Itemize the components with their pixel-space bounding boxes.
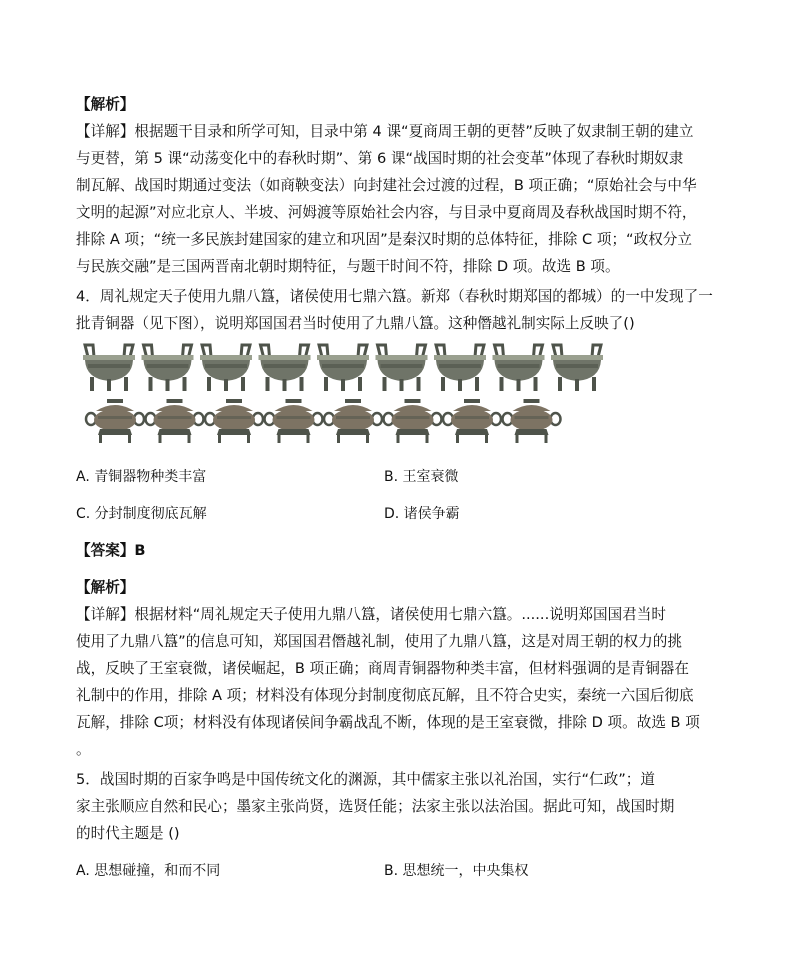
ding-tripod-icon [376,345,428,391]
gui-vessel-icon [384,399,442,443]
detail-line: 瓦解，排除 C项；材料没有体现诸侯间争霸战乱不断，体现的是王室衰微，排除 D 项。故选 B 项 [76,714,700,731]
ding-tripod-icon [200,345,252,391]
ding-tripod-icon [493,345,545,391]
gui-vessel-icon [324,399,382,443]
analysis-label-2: 【解析】 [76,579,135,596]
gui-vessel-icon [443,399,501,443]
option-a: A. 思想碰撞，和而不同 [76,863,221,879]
bronze-vessels-figure [78,343,603,445]
option-b: B. 思想统一，中央集权 [384,863,529,879]
gui-vessel-icon [265,399,323,443]
detail-line: 战，反映了王室衰微，诸侯崛起，B 项正确；商周青铜器物种类丰富，但材料强调的是青铜器在 [76,660,689,677]
detail-line: 。 [76,741,91,758]
detail-line: 【详解】根据题干目录和所学可知，目录中第 4 课“夏商周王朝的更替”反映了奴隶制王朝的建立 [76,123,694,140]
detail-line: 排除 A 项；“统一多民族封建国家的建立和巩固”是秦汉时期的总体特征，排除 C 项；“政权分立 [76,231,692,248]
detail-line: 与民族交融”是三国两晋南北朝时期特征，与题干时间不符，排除 D 项。故选 B 项。 [76,258,620,275]
detail-line: 礼制中的作用，排除 A 项；材料没有体现分封制度彻底瓦解，且不符合史实，秦统一六国后彻底 [76,687,694,704]
question-5-stem: 家主张顺应自然和民心；墨家主张尚贤，选贤任能；法家主张以法治国。据此可知，战国时期 [76,798,675,815]
ding-tripod-icon [317,345,369,391]
question-4-stem: 批青铜器（见下图），说明郑国国君当时使用了九鼎八簋。这种僭越礼制实际上反映了() [76,315,635,332]
detail-line: 使用了九鼎八簋”的信息可知，郑国国君僭越礼制，使用了九鼎八簋，这是对周王朝的权力的挑 [76,633,682,650]
question-5-stem: 5．战国时期的百家争鸣是中国传统文化的渊源，其中儒家主张以礼治国，实行“仁政”；道 [76,771,655,788]
ding-tripod-icon [434,345,486,391]
question-5-stem: 的时代主题是 () [76,825,180,842]
ding-tripod-icon [142,345,194,391]
answer-label: 【答案】B [76,542,146,559]
analysis-label-1: 【解析】 [76,96,135,113]
detail-line: 与更替，第 5 课“动荡变化中的春秋时期”、第 6 课“战国时期的社会变革”体现了春秋时期奴隶 [76,150,684,167]
gui-vessel-icon [205,399,263,443]
gui-vessel-icon [146,399,204,443]
ding-tripod-icon [259,345,311,391]
option-d: D. 诸侯争霸 [384,506,460,522]
gui-vessel-icon [86,399,144,443]
bronze-vessels-svg [78,343,603,445]
option-a: A. 青铜器物种类丰富 [76,469,207,485]
option-b: B. 王室衰微 [384,469,459,485]
detail-line: 制瓦解、战国时期通过变法（如商鞅变法）向封建社会过渡的过程，B 项正确；“原始社会与中华 [76,177,697,194]
option-c: C. 分封制度彻底瓦解 [76,506,207,522]
ding-tripod-icon [83,345,135,391]
detail-line: 文明的起源”对应北京人、半坡、河姆渡等原始社会内容，与目录中夏商周及春秋战国时期不符， [76,204,697,221]
gui-vessel-icon [503,399,561,443]
question-4-stem: 4．周礼规定天子使用九鼎八簋，诸侯使用七鼎六簋。新郑（春秋时期郑国的都城）的一中发现了一 [76,288,713,305]
detail-line: 【详解】根据材料“周礼规定天子使用九鼎八簋，诸侯使用七鼎六簋。......说明郑国国君当时 [76,606,666,623]
ding-tripod-icon [551,345,603,391]
